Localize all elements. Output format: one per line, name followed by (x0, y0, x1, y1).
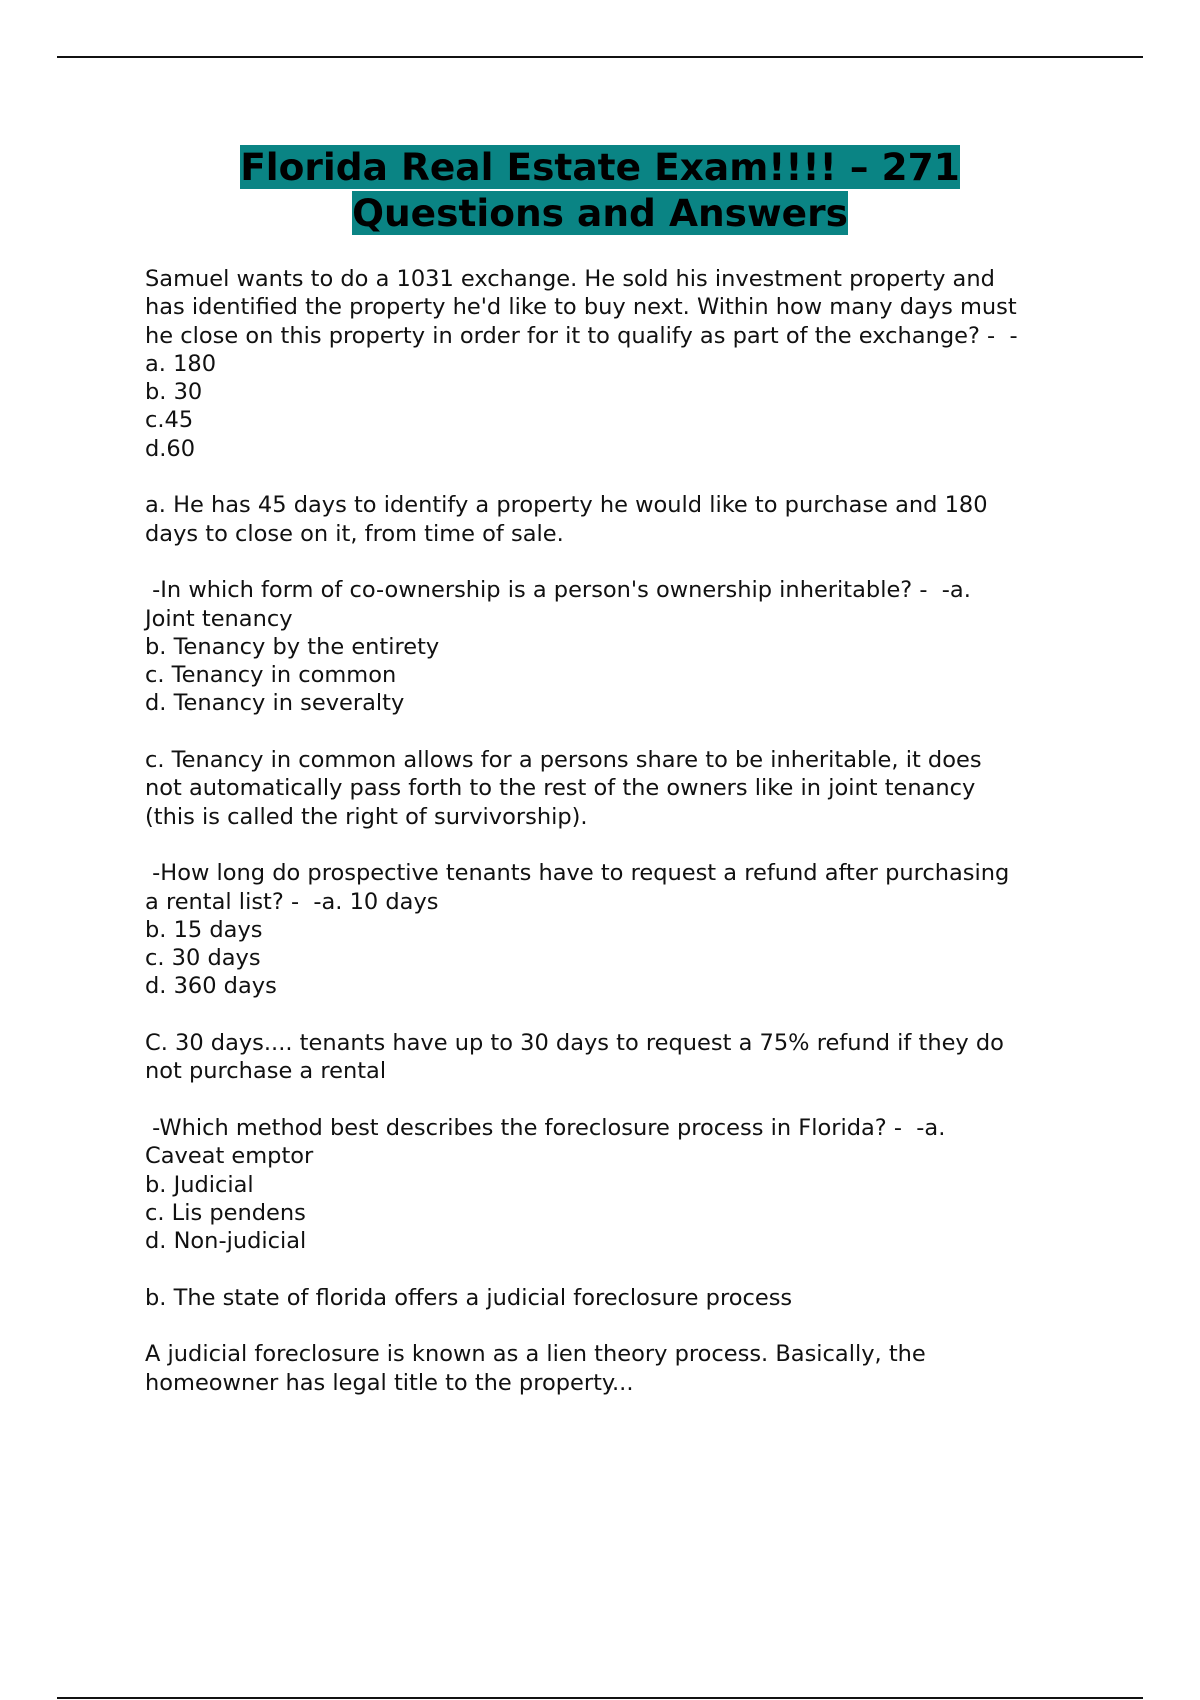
option-line: c. Tenancy in common (145, 662, 397, 689)
document-body (145, 265, 1095, 1425)
document-title (0, 144, 1200, 236)
question-block-3 (145, 859, 1095, 1000)
option-line: c. Lis pendens (145, 1199, 306, 1226)
text-line: he close on this property in order for it to qualify as part of the exchange? - - (145, 322, 1018, 349)
text-line: -How long do prospective tenants have to request a refund after purchasing (145, 860, 1010, 887)
option-line: b. 30 (145, 379, 203, 406)
text-line: not purchase a rental (145, 1058, 387, 1085)
top-rule (57, 56, 1143, 58)
option-line: b. Tenancy by the entirety (145, 633, 440, 660)
answer-block-2 (145, 746, 1095, 831)
option-line: Joint tenancy (145, 605, 293, 632)
option-line: b. Judicial (145, 1171, 254, 1198)
option-line: d.60 (145, 435, 196, 462)
text-line: Samuel wants to do a 1031 exchange. He sold his investment property and (145, 266, 995, 292)
text-line: has identified the property he'd like to buy next. Within how many days must (145, 294, 1017, 321)
option-line: a. 180 (145, 350, 217, 377)
question-block-1 (145, 265, 1095, 463)
answer-block-4 (145, 1284, 1095, 1312)
option-line: b. 15 days (145, 916, 263, 943)
answer-block-1 (145, 491, 1095, 548)
text-line: days to close on it, from time of sale. (145, 520, 564, 547)
option-line: d. Non-judicial (145, 1228, 307, 1255)
answer-block-3 (145, 1029, 1095, 1086)
text-line: -Which method best describes the foreclosure process in Florida? - -a. (145, 1114, 946, 1141)
text-line: A judicial foreclosure is known as a lien theory process. Basically, the (145, 1341, 926, 1368)
bottom-rule (57, 1697, 1143, 1699)
text-line: (this is called the right of survivorship). (145, 803, 588, 830)
question-block-4 (145, 1114, 1095, 1255)
text-line: a. He has 45 days to identify a property he would like to purchase and 180 (145, 492, 988, 519)
text-line: C. 30 days.... tenants have up to 30 days to request a 75% refund if they do (145, 1030, 1004, 1057)
option-line: Caveat emptor (145, 1143, 314, 1170)
text-line: homeowner has legal title to the property... (145, 1369, 634, 1396)
text-line: -In which form of co-ownership is a person's ownership inheritable? - -a. (145, 577, 971, 604)
option-line: c. 30 days (145, 945, 261, 972)
text-line: b. The state of florida offers a judicial foreclosure process (145, 1284, 793, 1311)
explanation-block (145, 1340, 1095, 1397)
text-line: c. Tenancy in common allows for a persons share to be inheritable, it does (145, 747, 982, 774)
text-line: not automatically pass forth to the rest of the owners like in joint tenancy (145, 775, 976, 802)
title-line-1: Florida Real Estate Exam!!!! – 271 (240, 145, 960, 189)
title-line-2: Questions and Answers (352, 191, 848, 235)
option-line: d. Tenancy in severalty (145, 690, 405, 717)
option-line: d. 360 days (145, 973, 277, 1000)
question-block-2 (145, 576, 1095, 717)
option-line: c.45 (145, 407, 194, 434)
text-line: a rental list? - -a. 10 days (145, 888, 439, 915)
